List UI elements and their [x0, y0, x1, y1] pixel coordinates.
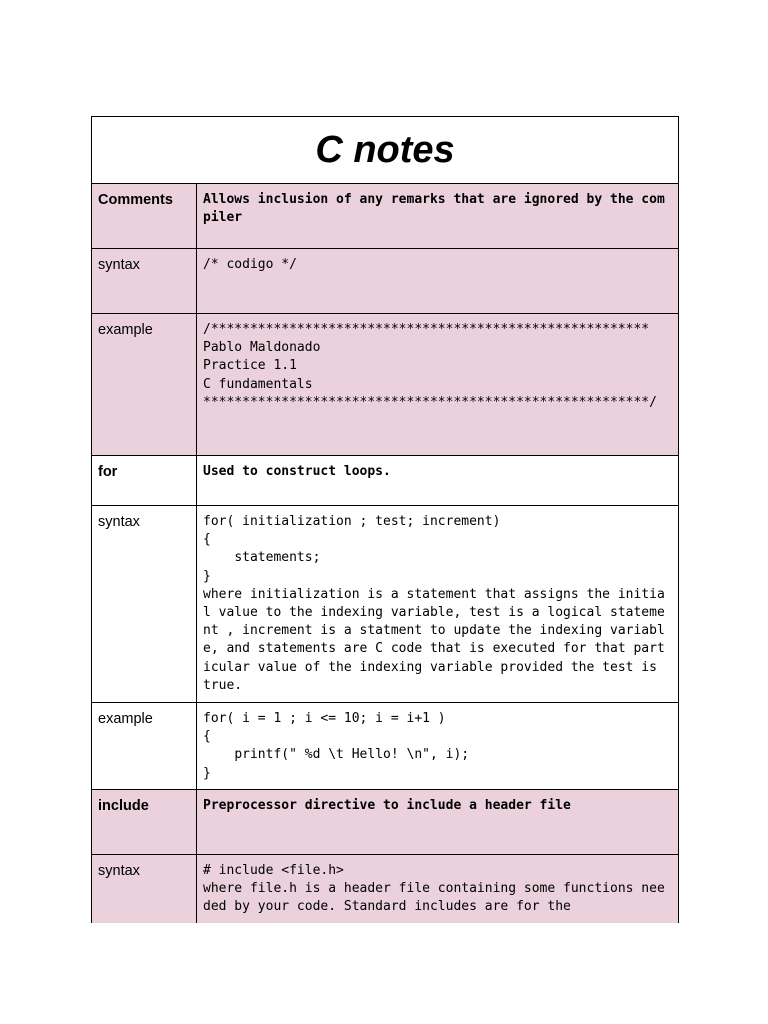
row-value: for( initialization ; test; increment) { statements; } where initialization is a statement that assigns the initial value to the indexing variable, test is a logical statement , increment is a statment to update the indexing variable, and statements are C code that is executed for that particular value of the indexing variable provided the test is true.: [197, 506, 679, 703]
row-value: Allows inclusion of any remarks that are ignored by the compiler: [197, 184, 679, 249]
table-row: [92, 855, 679, 923]
c-notes-table: [91, 116, 679, 923]
row-value: /* codigo */: [197, 249, 679, 314]
row-key: example: [92, 703, 197, 790]
row-key: syntax: [92, 855, 197, 923]
row-value: # include <file.h> where file.h is a header file containing some functions needed by your code. Standard includes are for the: [197, 855, 679, 923]
table-row: [92, 703, 679, 790]
table-row: [92, 314, 679, 456]
title-row: [92, 117, 679, 184]
row-key: include: [92, 790, 197, 855]
row-value: Preprocessor directive to include a header file: [197, 790, 679, 855]
row-key: syntax: [92, 249, 197, 314]
table-row: [92, 184, 679, 249]
page-title: C notes: [92, 117, 679, 184]
row-value: for( i = 1 ; i <= 10; i = i+1 ) { printf(" %d \t Hello! \n", i); }: [197, 703, 679, 790]
table-row: [92, 456, 679, 506]
table-row: [92, 790, 679, 855]
table-row: [92, 249, 679, 314]
row-key: for: [92, 456, 197, 506]
row-value: /******************************************************** Pablo Maldonado Practice 1.1 C fundamentals *********************************************************/: [197, 314, 679, 456]
row-value: Used to construct loops.: [197, 456, 679, 506]
row-key: syntax: [92, 506, 197, 703]
row-key: example: [92, 314, 197, 456]
row-key: Comments: [92, 184, 197, 249]
table-row: [92, 506, 679, 703]
